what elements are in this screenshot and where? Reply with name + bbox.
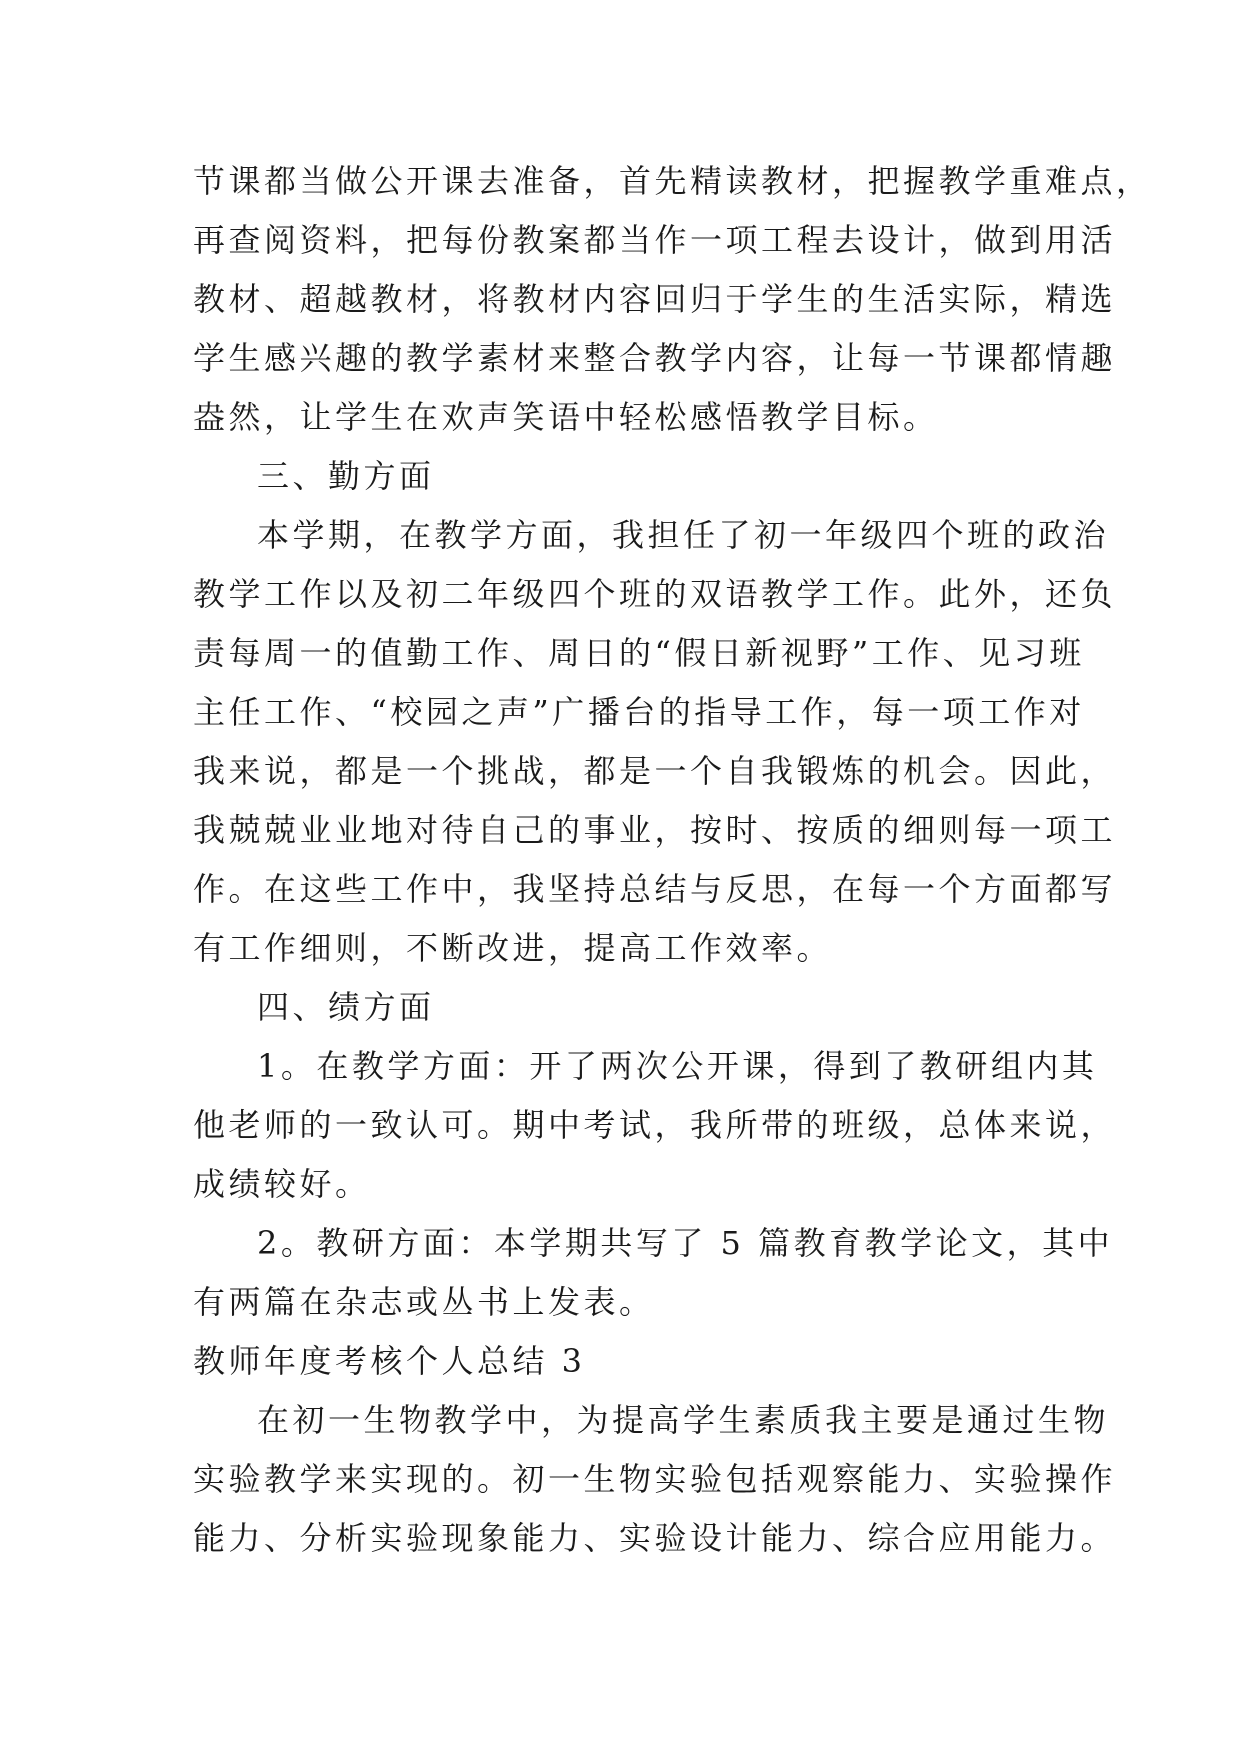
text-line: 学生感兴趣的教学素材来整合教学内容，让每一节课都情趣 <box>193 339 1117 377</box>
text-line: 他老师的一致认可。期中考试，我所带的班级，总体来说， <box>193 1106 1117 1144</box>
text-line: 教学工作以及初二年级四个班的双语教学工作。此外，还负 <box>193 575 1117 613</box>
text-line: 盎然，让学生在欢声笑语中轻松感悟教学目标。 <box>193 398 939 436</box>
text-line: 教材、超越教材，将教材内容回归于学生的生活实际，精选 <box>193 280 1117 318</box>
text-line: 我来说，都是一个挑战，都是一个自我锻炼的机会。因此， <box>193 752 1117 790</box>
text-line: 实验教学来实现的。初一生物实验包括观察能力、实验操作 <box>193 1460 1117 1498</box>
text-line: 成绩较好。 <box>193 1165 371 1203</box>
text-line: 本学期，在教学方面，我担任了初一年级四个班的政治 <box>257 516 1110 554</box>
text-line: 教师年度考核个人总结 3 <box>193 1342 586 1380</box>
text-line: 再查阅资料，把每份教案都当作一项工程去设计，做到用活 <box>193 221 1117 259</box>
text-line: 三、勤方面 <box>257 457 435 495</box>
text-line: 在初一生物教学中，为提高学生素质我主要是通过生物 <box>257 1401 1110 1439</box>
document-body <box>193 152 1152 1568</box>
text-line: 四、绩方面 <box>257 988 435 1026</box>
text-line: 责每周一的值勤工作、周日的“假日新视野”工作、见习班 <box>193 634 1085 672</box>
text-line: 1。在教学方面：开了两次公开课，得到了教研组内其 <box>257 1047 1098 1085</box>
text-line: 主任工作、“校园之声”广播台的指导工作，每一项工作对 <box>193 693 1085 731</box>
text-line: 我兢兢业业地对待自己的事业，按时、按质的细则每一项工 <box>193 811 1117 849</box>
text-line: 有工作细则，不断改进，提高工作效率。 <box>193 929 833 967</box>
text-line: 节课都当做公开课去准备，首先精读教材，把握教学重难点， <box>193 162 1152 200</box>
text-line: 2。教研方面：本学期共写了 5 篇教育教学论文，其中 <box>257 1224 1114 1262</box>
text-line: 作。在这些工作中，我坚持总结与反思，在每一个方面都写 <box>193 870 1117 908</box>
text-line: 有两篇在杂志或丛书上发表。 <box>193 1283 655 1321</box>
text-line: 能力、分析实验现象能力、实验设计能力、综合应用能力。 <box>193 1519 1117 1557</box>
